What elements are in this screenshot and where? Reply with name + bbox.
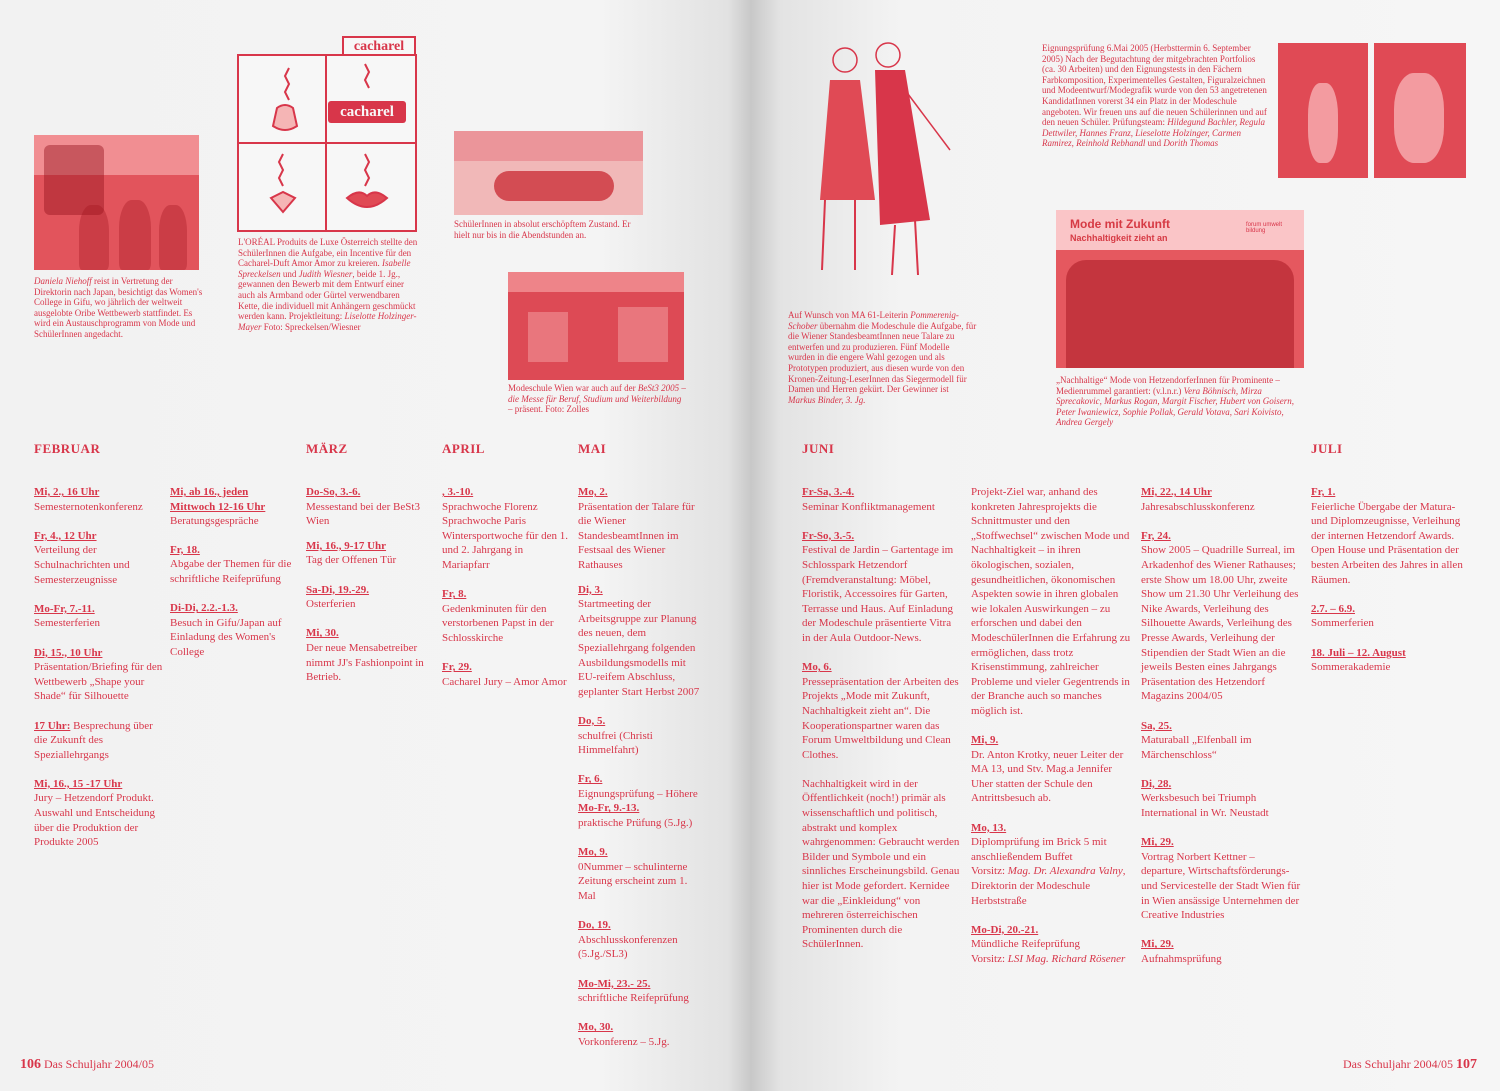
entry-text: Cacharel Jury – Amor Amor [442, 675, 567, 688]
caption-person-name: Isabelle Spreckelsen [238, 258, 411, 279]
calendar-column-juni-b [971, 485, 1131, 981]
entry-chair-name: LSI Mag. Richard Rösener [1007, 953, 1126, 965]
entry-date: Fr, 4., 12 Uhr [34, 529, 97, 542]
poster-logo: forum umwelt bildung [1246, 222, 1283, 234]
entry-text: 0Nummer – schulinterne Zeitung erscheint zum 1. Mal [578, 860, 688, 903]
entry-text: Aufnahmsprüfung [1141, 953, 1222, 965]
caption-text: präsent. Foto: Zolles [512, 404, 589, 415]
running-title: Das Schuljahr 2004/05 [44, 1057, 154, 1071]
entry-text: Beratungsgespräche [170, 515, 259, 528]
calendar-entry [578, 714, 706, 758]
entry-date: Mo, 2. [578, 486, 608, 498]
entry-date: Mi, 29. [1141, 836, 1174, 849]
entry-text: Semesterferien [34, 617, 100, 630]
month-heading-februar: FEBRUAR [34, 441, 101, 456]
calendar-entry [1141, 719, 1301, 763]
entry-text: Werksbesuch bei Triumph International in Wr. Neustadt [1141, 792, 1269, 820]
calendar-entry [1141, 485, 1301, 514]
cacharel-pendant-tag: cacharel [328, 101, 406, 123]
entry-text: Abgabe der Themen für die schriftliche Reifeprüfung [170, 558, 292, 585]
calendar-entry [306, 583, 434, 612]
cacharel-illustration-grid [237, 54, 417, 232]
month-heading-april: APRIL [442, 441, 485, 456]
folio-left [20, 1057, 154, 1073]
entry-text: Diplomprüfung im Brick 5 mit anschließendem Buffet [971, 836, 1107, 863]
entry-date: Fr, 8. [442, 588, 467, 601]
entry-text: Sommerakademie [1311, 661, 1391, 674]
entry-text: Präsentation/Briefing für den Wettbewerb „Shape your Shade“ für Silhouette [34, 661, 163, 703]
entry-text: Feierliche Übergabe der Matura- und Diplomzeugnisse, Verleihung der internen Hetzendorf Awards. Open House und Präsentation der besten Arbeiten des Jahres in allen Räumen. [1311, 500, 1463, 586]
month-heading-juli: JULI [1311, 441, 1343, 456]
entry-date: 17 Uhr: [34, 719, 71, 732]
caption-text: , beide 1. Jg., gewannen den Bewerb mit dem Entwurf einer auch als Armband oder Gürtel verwendbaren Kette, die individuell mit Anhängern geschmückt werden kann. Projektleitung: [238, 268, 416, 322]
calendar-entry [306, 626, 434, 684]
photo-best-fair [508, 272, 684, 380]
entry-date: 18. Juli – 12. August [1311, 646, 1406, 659]
entry-text: Festival de Jardin – Gartentage im Schlosspark Hetzendorf (Fremdveranstaltung: Möbel, Floristik, Accessoires für Garten, Terrasse und Haus. Auf Einladung der Modeschule präsentierte Vitra in der Aula Outdoor-News. [802, 544, 954, 644]
entry-text: Nachhaltigkeit wird in der Öffentlichkeit (noch!) primär als wissenschaftlich und politisch, abstrakt und komplex wahrgenommen: Gebraucht werden Bilder und Symbole und ein sinnliches Erscheinungsbild. Genau hier ist Mode gefordert. Kernidee war die „Einkleidung“ von mehreren österreichischen Prominenten durch die SchülerInnen. [802, 777, 960, 951]
entry-text: schriftliche Reifeprüfung [578, 992, 689, 1005]
entry-text: Seminar Konfliktmanagement [802, 500, 935, 513]
calendar-entry [442, 587, 570, 645]
entry-date: Mo, 13. [971, 821, 1007, 834]
entry-chair-label: Vorsitz: [971, 865, 1008, 878]
calendar-column-mai [578, 485, 706, 1064]
entry-date: Mi, 22., 14 Uhr [1141, 486, 1212, 498]
entry-text: Tag der Offenen Tür [306, 554, 397, 567]
calendar-column-maerz [306, 485, 434, 699]
entry-text: Jury – Hetzendorf Produkt. Auswahl und Entscheidung über die Produktion der Produkte 2005 [34, 792, 155, 849]
calendar-entry [971, 821, 1131, 909]
entry-date: Fr-So, 3.-5. [802, 529, 855, 542]
caption-text: Modeschule Wien war auch auf der [508, 383, 638, 393]
entry-text: Sommerferien [1311, 617, 1374, 630]
entry-text: praktische Prüfung (5.Jg.) [578, 817, 693, 830]
entry-date: Fr, 1. [1311, 486, 1336, 498]
entry-date: Fr, 6. [578, 773, 603, 786]
calendar-column-februar-b [170, 485, 295, 674]
entry-text: Jahresabschlusskonferenz [1141, 500, 1255, 513]
pendant-chain-icon [335, 62, 405, 102]
calendar-column-juni-a [802, 485, 960, 967]
entry-date: Mi, 30. [306, 627, 339, 640]
calendar-entry [442, 660, 570, 689]
month-heading-juni: JUNI [802, 441, 835, 456]
entry-date: Di, 3. [578, 583, 603, 596]
entry-date: Do, 19. [578, 919, 611, 932]
entry-date: Fr, 18. [170, 543, 200, 556]
illustration-talare-figures [800, 30, 970, 280]
caption-text: „Nachhaltige“ Mode von HetzendorferInnen für Prominente – Medienrummel garantiert: (v.l.n.r.) [1056, 375, 1280, 396]
entry-date: Mo-Mi, 23.- 25. [578, 977, 651, 990]
entry-chair-label: Vorsitz: [971, 953, 1008, 965]
caption-cacharel [238, 237, 420, 332]
running-title: Das Schuljahr 2004/05 [1343, 1057, 1453, 1071]
calendar-entry [1141, 937, 1301, 966]
month-heading-mai: MAI [578, 441, 607, 456]
entry-text: Osterferien [306, 598, 356, 611]
entry-text: Semesternotenkonferenz [34, 500, 143, 513]
caption-text: reist in Vertretung der Direktorin nach Japan, besichtigt das Women's College in Gifu, wo jährlich der weltweit ausgelobte Oribe Wettbewerb stattfindet. Es wird ein Austauschprogramm von Mode und SchülerInnen angedacht. [34, 276, 203, 339]
entry-date: Mo-Fr, 7.-11. [34, 602, 95, 615]
caption-person-name: Pommerenig-Schober [788, 310, 959, 331]
calendar-entry [802, 777, 960, 952]
calendar-entry [1311, 485, 1471, 587]
entry-text: Mündliche Reifeprüfung [971, 938, 1081, 951]
folio-right [1343, 1057, 1477, 1073]
pendant-heart-icon [249, 152, 319, 222]
entry-text: Startmeeting der Arbeitsgruppe zur Planung des neuen, dem Speziallehrgang folgenden Ausbildungsmodells mit EU-reifem Abschluss, geplanter Start Herbst 2007 [578, 598, 700, 698]
calendar-entry [578, 583, 706, 700]
calendar-entry [578, 845, 706, 903]
calendar-entry [1311, 602, 1471, 631]
calendar-entry [34, 602, 164, 631]
entry-text: Vortrag Norbert Kettner – departure, Wirtschaftsförderungs- und Servicestelle der Stadt Wien für in Wien ansässige Unternehmen der Creative Industries [1141, 850, 1301, 922]
caption-text: und [280, 268, 299, 279]
entry-date: Fr-Sa, 3.-4. [802, 486, 855, 498]
entry-date: Mi, 2., 16 Uhr [34, 486, 100, 498]
calendar-entry [578, 772, 706, 830]
entry-date: Mo-Fr, 9.-13. [578, 802, 640, 815]
entry-text: Pressepräsentation der Arbeiten des Projekts „Mode mit Zukunft, Nachhaltigkeit zieht an“. Die Kooperationspartner waren das Forum Umweltbildung und Clean Clothes. [802, 675, 959, 761]
entry-date: Do-So, 3.-6. [306, 486, 361, 498]
photo-japan-temple [34, 135, 199, 270]
caption-snow: SchülerInnen in absolut erschöpftem Zustand. Er hielt nur bis in die Abendstunden an. [454, 219, 631, 240]
entry-date: Di-Di, 2.2.-1.3. [170, 602, 238, 615]
calendar-entry [578, 1020, 706, 1049]
month-heading-maerz: MÄRZ [306, 441, 348, 456]
calendar-entry [306, 539, 434, 568]
calendar-entry [170, 543, 295, 587]
calendar-entry [442, 485, 570, 573]
entry-date: Mi, 9. [971, 734, 999, 747]
entry-text: Besuch in Gifu/Japan auf Einladung des Women's College [170, 616, 282, 658]
calendar-entry [578, 977, 706, 1006]
caption-text: Eignungsprüfung 6.Mai 2005 (Herbsttermin 6. September 2005) Nach der Begutachtung der mitgebrachten Portfolios (ca. 30 Arbeiten) und den Eignungstests in den Fächern Farbkomposition, Experimentelles Gestalten, Figuralzeichnen und Modeentwurf/Modegrafik wurde von den 53 angetretenen KandidatInnen vorerst 34 ein Platz in der Modeschule angeboten. Wir freuen uns auf die neuen Schülerinnen und auf den neuen Schüler. Prüfungsteam: [1042, 43, 1267, 128]
entry-date: Mi, 16., 15 -17 Uhr [34, 777, 123, 790]
calendar-entry [34, 485, 164, 514]
entry-text: Maturaball „Elfenball im Märchenschloss“ [1141, 734, 1252, 761]
photo-sculpture-figure [1278, 43, 1368, 178]
calendar-entry [170, 601, 295, 659]
calendar-column-februar-a [34, 485, 164, 864]
caption-person-name: Judith Wiesner [298, 268, 353, 279]
calendar-entry [802, 660, 960, 762]
calendar-entry [1311, 646, 1471, 675]
entry-date: Do, 5. [578, 714, 606, 727]
photo-mode-mit-zukunft-group [1056, 210, 1304, 368]
entry-date: Fr, 24. [1141, 529, 1171, 542]
calendar-entry [34, 719, 164, 763]
caption-japan [34, 276, 204, 340]
caption-person-names: Hildegund Bachler, Regula Dettwiler, Hannes Franz, Lieselotte Holzinger, Carmen Ramirez, Reinhold Rebhandl [1042, 117, 1265, 149]
entry-date: Di, 15., 10 Uhr [34, 646, 103, 659]
page-number: 106 [20, 1057, 41, 1072]
entry-text: Projekt-Ziel war, anhand des konkreten Jahresprojekts die Schnittmuster und den „Stoffwechsel“ zwischen Mode und Nachhaltigkeit – in ihren ökologischen, sozialen, gesundheitlichen, ökonomischen Aspekten sowie in ihren globalen wie lokalen Auswirkungen – zu erforschen und dabei den ModeschülerInnen die Erfahrung zu ermöglichen, dass trotz Krisenstimmung, zahlreicher Probleme und vieler Gegentrends in der Branche auch so manches möglich ist. [971, 486, 1131, 717]
entry-date: Mo, 9. [578, 846, 608, 859]
entry-text: Präsentation der Talare für die Wiener StandesbeamtInnen im Festsaal des Wiener Rathauses [578, 500, 695, 571]
entry-date: Mo, 30. [578, 1021, 614, 1034]
entry-text: Vorkonferenz – 5.Jg. [578, 1035, 670, 1048]
entry-date: Mi, ab 16., jeden Mittwoch 12-16 Uhr [170, 486, 266, 513]
calendar-entry [34, 529, 164, 587]
calendar-entry [802, 529, 960, 646]
entry-text: Gedenkminuten für den verstorbenen Papst in der Schlosskirche [442, 602, 554, 644]
pendant-lips-icon [335, 152, 405, 222]
caption-text: übernahm die Modeschule die Aufgabe, für die Wiener StandesbeamtInnen neue Talare zu entwerfen und zu produzieren. Fünf Modelle wurden in die engere Wahl gezogen und als Prototypen produziert, aus diesen wurde von den Kronen-Zeitung-LeserInnen das Siegermodell für Damen und Herren gekürt. Der Gewinner ist [788, 320, 977, 395]
entry-text: Sprachwoche Florenz Sprachwoche Paris Wintersportwoche für den 1. und 2. Jahrgang in Mariapfarr [442, 500, 569, 571]
entry-date: Mo, 6. [802, 661, 832, 674]
entry-text: Messestand bei der BeSt3 Wien [306, 500, 420, 528]
entry-date: Sa, 25. [1141, 719, 1172, 732]
caption-text: Foto: Spreckelsen/Wiesner [261, 321, 361, 332]
calendar-column-juli [1311, 485, 1471, 689]
entry-date: Mo-Di, 20.-21. [971, 923, 1039, 936]
entry-date: Mi, 29. [1141, 938, 1174, 951]
entry-date: Mi, 16., 9-17 Uhr [306, 539, 387, 552]
entry-text: schulfrei (Christi Himmelfahrt) [578, 729, 653, 757]
entry-text: Show 2005 – Quadrille Surreal, im Arkadenhof des Wiener Rathauses; erste Show um 18.00 Uhr, zweite Show um 21.30 Uhr Verleihung des Nike Awards, Verleihung des Silhouette Awards, Verleihung des Presse Awards, Verleihung der Stipendien der Stadt Wien an die jeweils Besten eines Jahrgangs Präsentation des Hetzendorf Magazins 2004/05 [1141, 544, 1299, 703]
caption-talare [788, 310, 978, 405]
entry-chair-name: Mag. Dr. Alexandra Valny [1007, 865, 1123, 878]
entry-text: Besprechung über die Zukunft des Speziallehrgangs [34, 719, 153, 761]
calendar-column-juni-c [1141, 485, 1301, 981]
entry-text: Dr. Anton Krotky, neuer Leiter der MA 13, und Stv. Mag.a Jennifer Uher statten der Schule den Antrittsbesuch ab. [971, 748, 1124, 805]
entry-text: Verteilung der Schulnachrichten und Semesterzeugnisse [34, 544, 130, 586]
calendar-column-april [442, 485, 570, 704]
calendar-entry [1141, 777, 1301, 821]
calendar-entry [971, 923, 1131, 967]
caption-person-name: Daniela Niehoff [34, 276, 92, 286]
calendar-entry [578, 918, 706, 962]
caption-person-names: Vera Böhnisch, Mirza Sprecakovic, Markus Rogan, Margit Fischer, Hubert von Goisern, Peter Iwaniewicz, Sophie Pollak, Gerald Votava, Sari Koivisto, Andrea Gergely [1056, 385, 1295, 428]
calendar-entry [1141, 835, 1301, 923]
calendar-entry [971, 485, 1131, 719]
entry-date: Fr, 29. [442, 661, 472, 674]
calendar-entry [34, 777, 164, 850]
caption-text: Auf Wunsch von MA 61-Leiterin [788, 310, 911, 320]
page-number: 107 [1456, 1057, 1477, 1072]
caption-person-name: Markus Binder, 3. Jg. [788, 394, 866, 405]
calendar-entry [802, 485, 960, 514]
photo-sculpture-torso [1374, 43, 1466, 178]
photo-snow-students [454, 131, 643, 215]
caption-best [508, 383, 688, 415]
caption-person-name: Liselotte Holzinger-Mayer [238, 311, 417, 332]
pendant-bottle-icon [249, 66, 319, 136]
calendar-entry [578, 485, 706, 573]
entry-text: , Direktorin der Modeschule Herbststraße [971, 865, 1126, 907]
caption-person-name: Dorith Thomas [1163, 138, 1219, 149]
entry-date: , 3.-10. [442, 486, 474, 498]
calendar-entry [34, 646, 164, 704]
calendar-entry [170, 485, 295, 529]
poster-subtitle: Nachhaltigkeit zieht an [1070, 233, 1168, 243]
entry-date: Sa-Di, 19.-29. [306, 583, 369, 596]
entry-date: 2.7. – 6.9. [1311, 602, 1355, 615]
entry-text: Eignungsprüfung – Höhere [578, 787, 698, 800]
entry-text: Der neue Mensabetreiber nimmt JJ's Fashionpoint in Betrieb. [306, 641, 424, 684]
caption-text: L'ORÉAL Produits de Luxe Österreich stellte den SchülerInnen die Aufgabe, ein Incentive für den Cacharel-Duft Amor Amor zu kreieren. [238, 237, 418, 269]
entry-text: Abschlusskonferenzen (5.Jg./SL3) [578, 933, 678, 961]
caption-event-name: BeSt3 2005 – die Messe für Beruf, Studium und Weiterbildung – [508, 383, 686, 415]
entry-date: Di, 28. [1141, 777, 1172, 790]
calendar-entry [971, 733, 1131, 806]
calendar-entry [306, 485, 434, 529]
caption-text: und [1145, 138, 1164, 149]
caption-nachhaltig [1056, 375, 1306, 428]
calendar-entry [1141, 529, 1301, 704]
cacharel-logo: cacharel [342, 36, 416, 58]
caption-eignungspruefung [1042, 43, 1270, 149]
poster-title: Mode mit Zukunft [1070, 217, 1170, 231]
